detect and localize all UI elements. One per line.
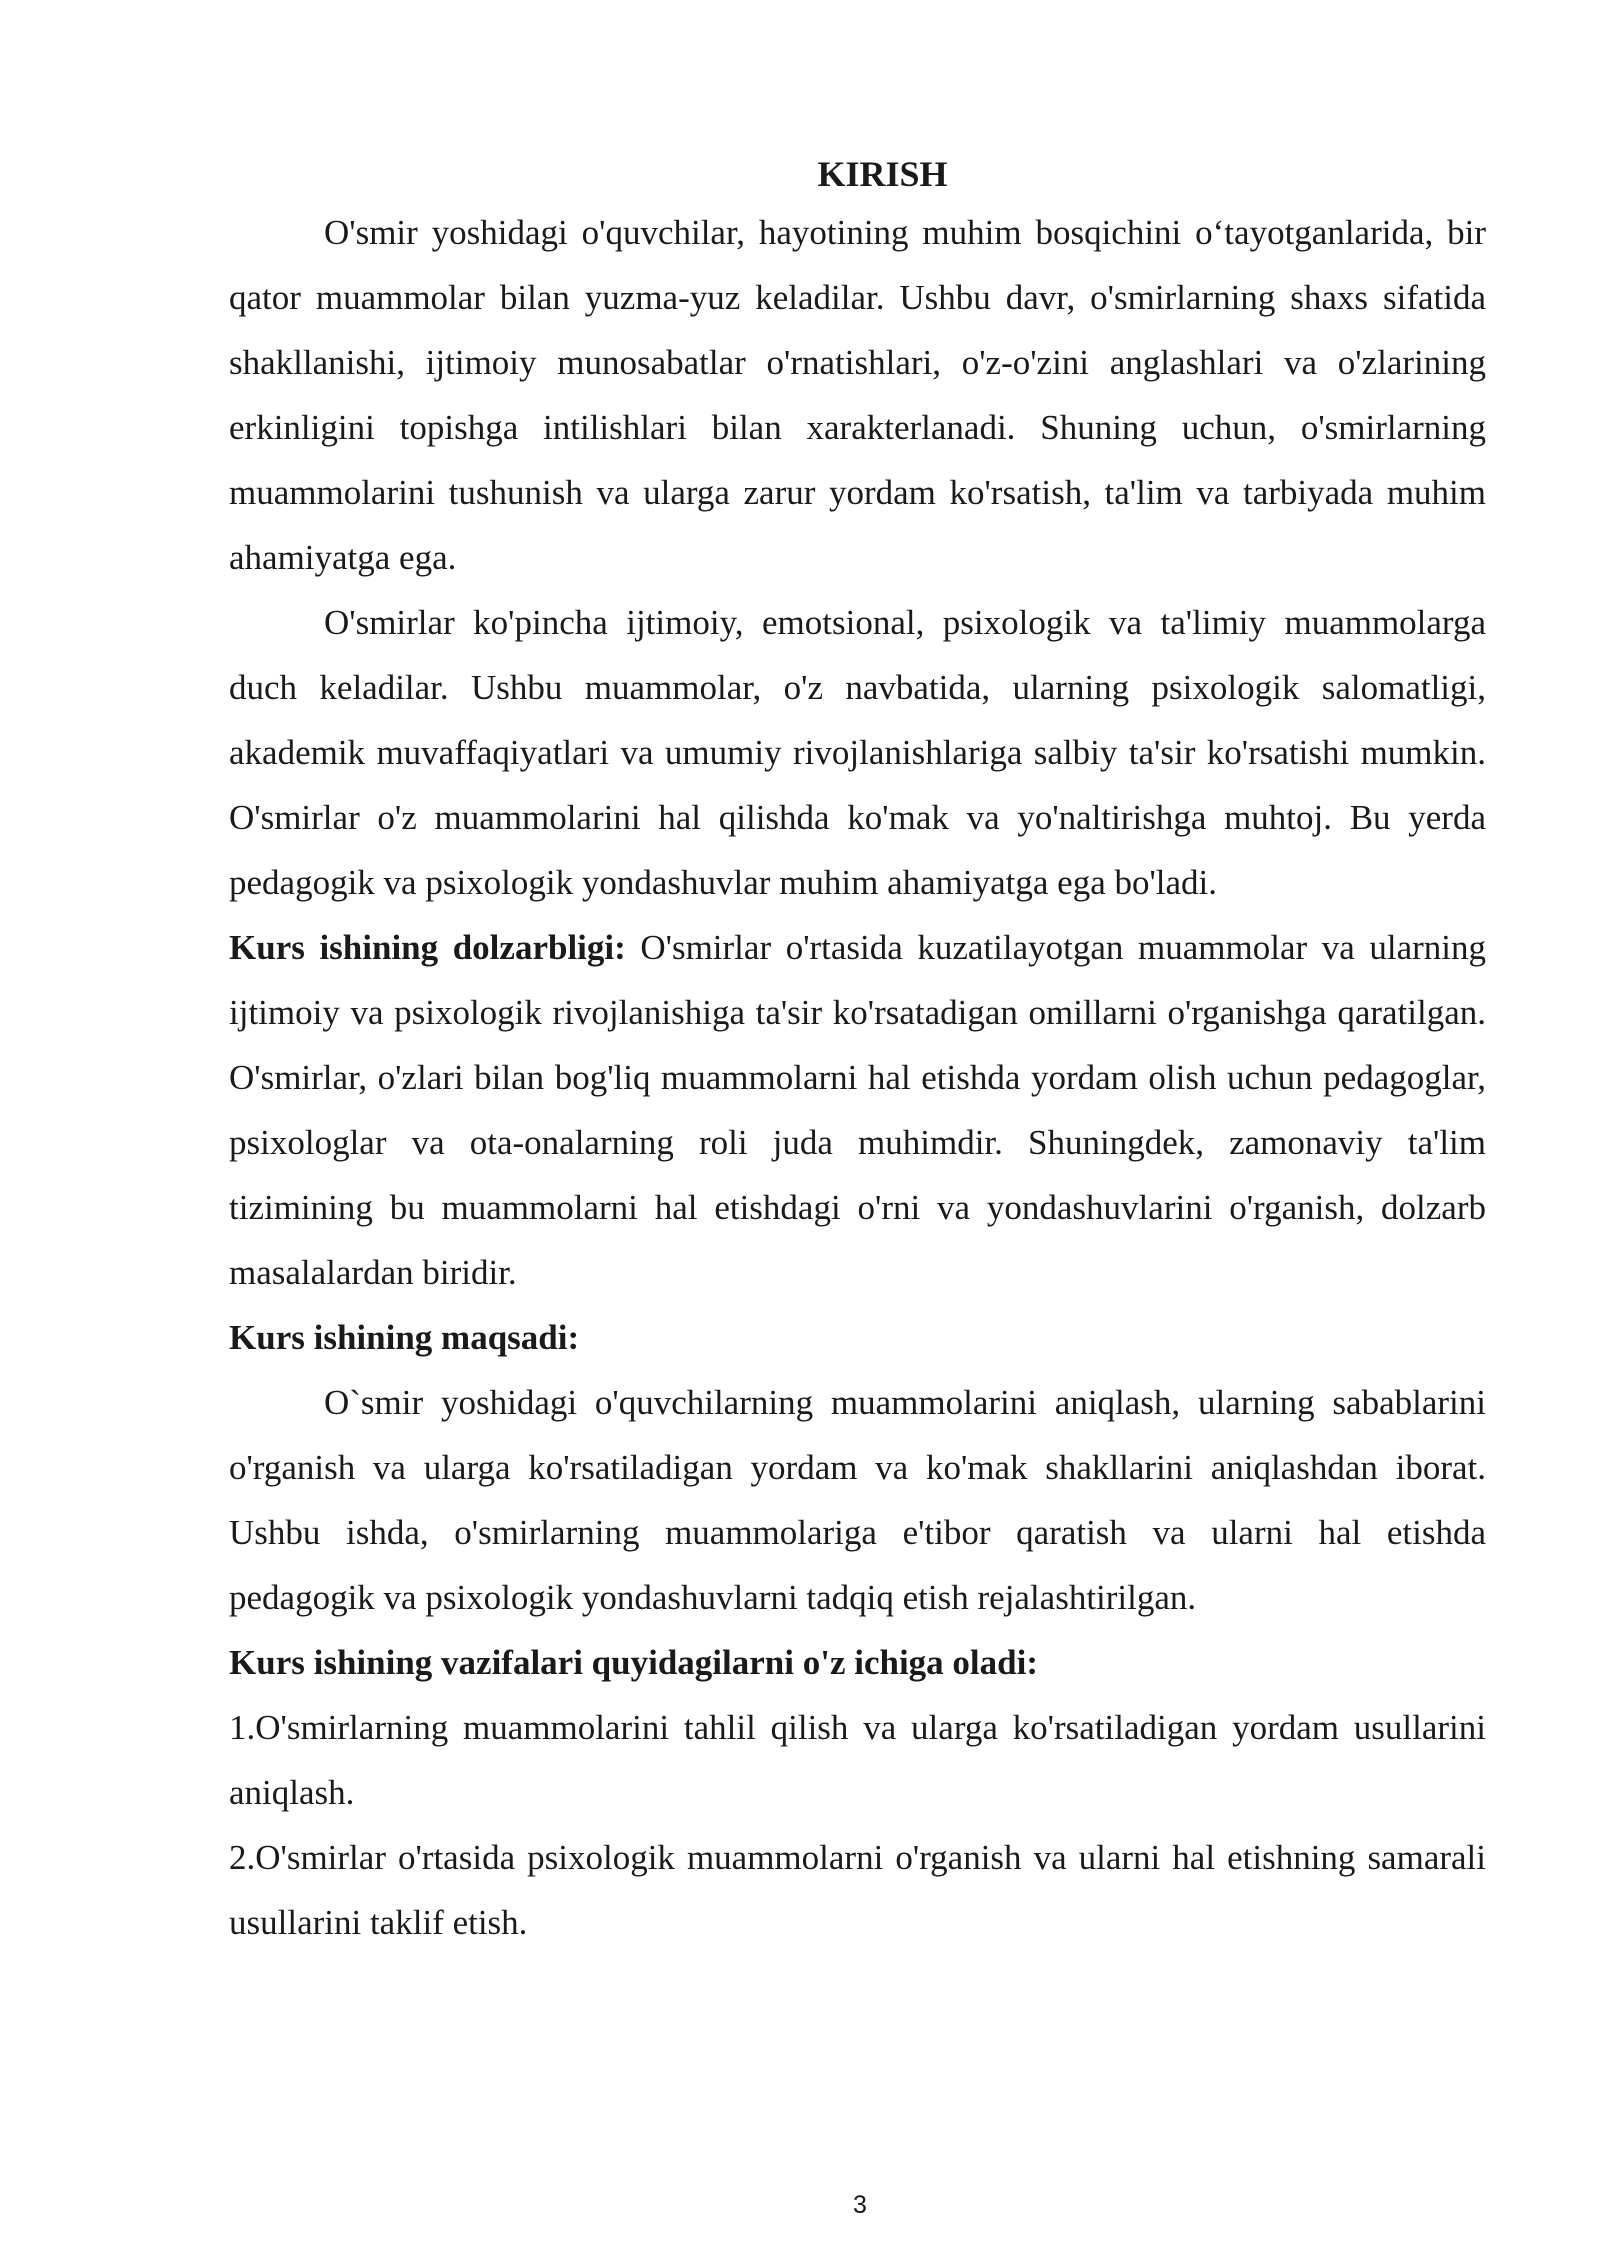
document-page (229, 148, 1486, 1955)
relevance-text: O'smirlar o'rtasida kuzatilayotgan muammolar va ularning ijtimoiy va psixologik rivojlanishiga ta'sir ko'rsatadigan omillarni o'rganishga qaratilgan. O'smirlar, o'zlari bilan bog'liq muammolarni hal etishda yordam olish uchun pedagoglar, psixologlar va ota-onalarning roli juda muhimdir. Shuningdek, zamonaviy ta'lim tizimining bu muammolarni hal etishdagi o'rni va yondashuvlarini o'rganish, dolzarb masalalardan biridir. (229, 928, 1486, 1292)
goal-paragraph: O`smir yoshidagi o'quvchilarning muammolarini aniqlash, ularning sabablarini o'rganish va ularga ko'rsatiladigan yordam va ko'mak shakllarini aniqlashdan iborat. Ushbu ishda, o'smirlarning muammolariga e'tibor qaratish va ularni hal etishda pedagogik va psixologik yondashuvlarni tadqiq etish rejalashtirilgan. (229, 1383, 1486, 1617)
task-item-1: 1.O'smirlarning muammolarini tahlil qilish va ularga ko'rsatiladigan yordam usullarini aniqlash. (229, 1708, 1486, 1812)
goal-heading: Kurs ishining maqsadi: (229, 1318, 580, 1357)
intro-paragraph-2: O'smirlar ko'pincha ijtimoiy, emotsional, psixologik va ta'limiy muammolarga duch keladilar. Ushbu muammolar, o'z navbatida, ularning psixologik salomatligi, akademik muvaffaqiyatlari va umumiy rivojlanishlariga salbiy ta'sir ko'rsatishi mumkin. O'smirlar o'z muammolarini hal qilishda ko'mak va yo'naltirishga muhtoj. Bu yerda pedagogik va psixologik yondashuvlar muhim ahamiyatga ega bo'ladi. (229, 603, 1486, 902)
relevance-paragraph (229, 915, 1486, 1305)
page-number: 3 (853, 2191, 867, 2219)
relevance-label: Kurs ishining dolzarbligi: (229, 928, 626, 967)
tasks-heading: Kurs ishining vazifalari quyidagilarni o'z ichiga oladi: (229, 1643, 1038, 1682)
page-title: KIRISH (817, 154, 948, 194)
task-item-2: 2.O'smirlar o'rtasida psixologik muammolarni o'rganish va ularni hal etishning samarali usullarini taklif etish. (229, 1838, 1486, 1942)
intro-paragraph-1: O'smir yoshidagi o'quvchilar, hayotining muhim bosqichini o‘tayotganlarida, bir qator muammolar bilan yuzma-yuz keladilar. Ushbu davr, o'smirlarning shaxs sifatida shakllanishi, ijtimoiy munosabatlar o'rnatishlari, o'z-o'zini anglashlari va o'zlarining erkinligini topishga intilishlari bilan xarakterlanadi. Shuning uchun, o'smirlarning muammolarini tushunish va ularga zarur yordam ko'rsatish, ta'lim va tarbiyada muhim ahamiyatga ega. (229, 213, 1486, 577)
